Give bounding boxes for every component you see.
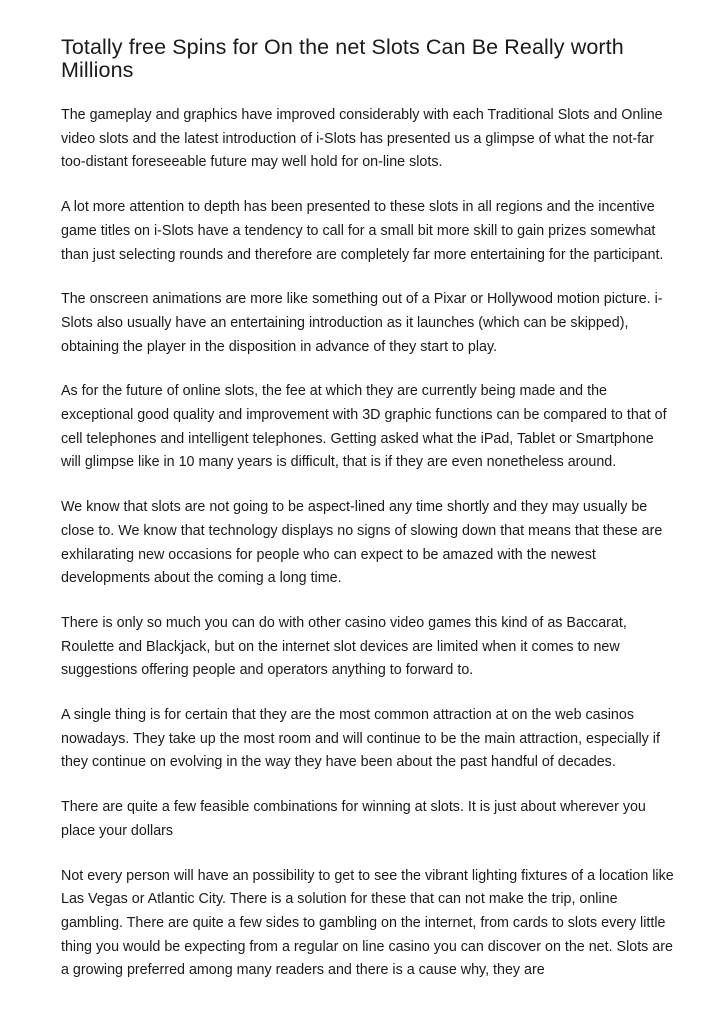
paragraph-7: A single thing is for certain that they are the most common attraction at on the web casinos nowadays. They take up the most room and will continue to be the main attraction, especially if they continue on evolving in the way they have been about the past handful of decades. [61,707,660,771]
paragraph-9: Not every person will have an possibility to get to see the vibrant lighting fixtures of a location like Las Vegas or Atlantic City. There is a solution for these that can not make the trip, online gambling. There are quite a few sides to gambling on the internet, from cards to slots every little thing you would be expecting from a regular on line casino you can discover on the net. Slots are a growing preferred among many readers and there is a cause why, they are [61,867,674,979]
paragraph-8: There are quite a few feasible combinations for winning at slots. It is just about wherever you place your dollars [61,799,646,839]
paragraph-5: We know that slots are not going to be aspect-lined any time shortly and they may usually be close to. We know that technology displays no signs of slowing down that means that these are exhilarating new occasions for people who can expect to be amazed with the newest developments about the coming a long time. [61,499,663,587]
paragraph-1: The gameplay and graphics have improved considerably with each Traditional Slots and Online video slots and the latest introduction of i-Slots has presented us a glimpse of what the not-far too-distant foreseeable future may well hold for on-line slots. [61,107,663,171]
paragraph-6: There is only so much you can do with other casino video games this kind of as Baccarat, Roulette and Blackjack, but on the internet slot devices are limited when it comes to new suggestions offering people and operators anything to forward to. [61,614,627,679]
document-title: Totally free Spins for On the net Slots Can Be Really worth Millions [61,35,624,82]
paragraph-2: A lot more attention to depth has been presented to these slots in all regions and the incentive game titles on i-Slots have a tendency to call for a small bit more skill to gain prizes somewhat than just selecting rounds and therefore are completely far more entertaining for the participant. [61,199,664,263]
paragraph-4: As for the future of online slots, the fee at which they are currently being made and the exceptional good quality and improvement with 3D graphic functions can be compared to that of cell telephones and intelligent telephones. Getting asked what the iPad, Tablet or Smartphone will glimpse like in 10 many years is difficult, that is if they are even nonetheless around. [61,383,667,471]
document-page [61,36,677,1004]
paragraph-3: The onscreen animations are more like something out of a Pixar or Hollywood motion picture. i-Slots also usually have an entertaining introduction as it launches (which can be skipped), obtaining the player in the disposition in advance of they start to play. [61,291,663,355]
